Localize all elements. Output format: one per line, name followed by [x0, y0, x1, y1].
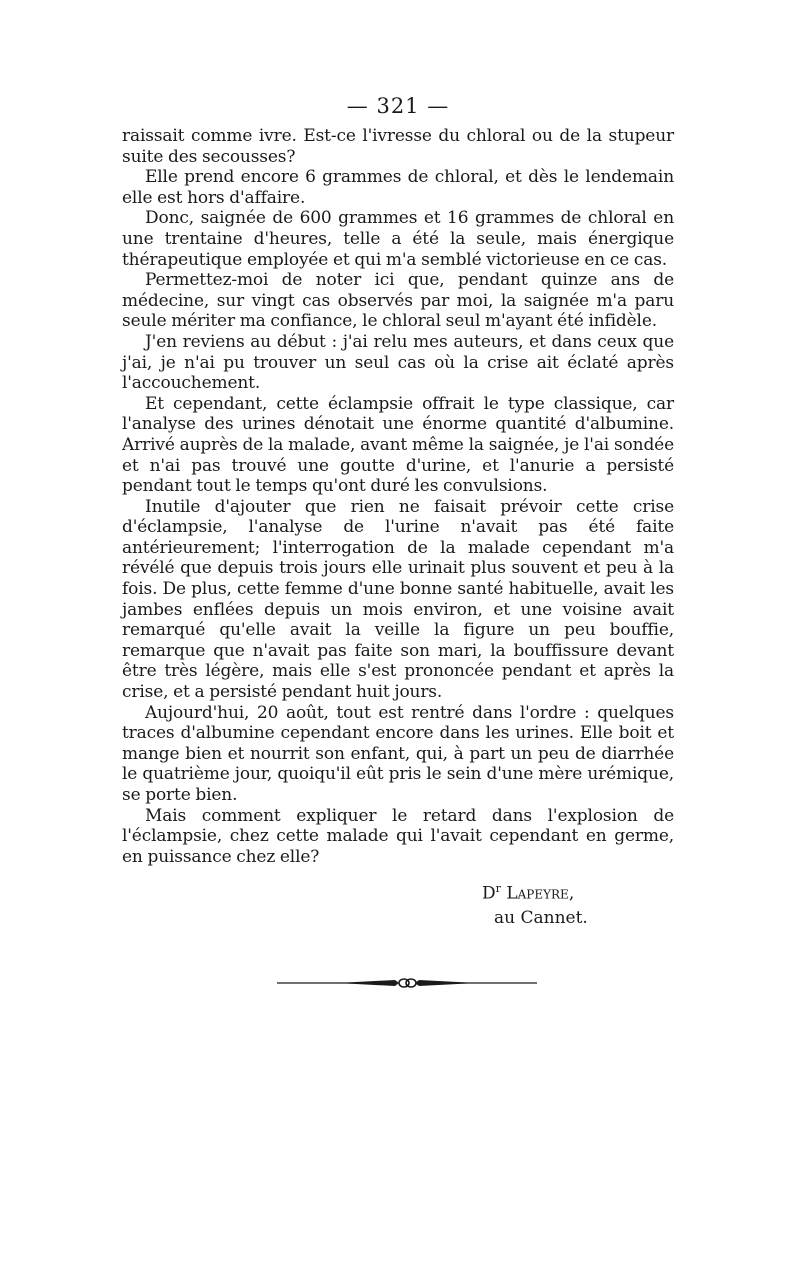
- paragraph-1: raissait comme ivre. Est-ce l'ivresse du chloral ou de la stupeur suite des secousses?: [122, 126, 674, 167]
- paragraph-2: Elle prend encore 6 grammes de chloral, et dès le lendemain elle est hors d'affaire.: [122, 167, 674, 208]
- signature-title-sup: r: [495, 882, 501, 896]
- paragraph-5: J'en reviens au début : j'ai relu mes auteurs, et dans ceux que j'ai, je n'ai pu trouver un seul cas où la crise ait éclaté après l'accouchement.: [122, 331, 674, 394]
- document-page: [122, 92, 674, 930]
- paragraph-9: Mais comment expliquer le retard dans l'explosion de l'éclampsie, chez cette malade qui l'avait cependant en germe, en puissance chez elle?: [122, 805, 674, 867]
- body-text: [122, 126, 674, 867]
- signature: [482, 877, 674, 930]
- paragraph-3: Donc, saignée de 600 grammes et 16 grammes de chloral en une trentaine d'heures, telle a été la seule, mais énergique thérapeutique employée et qui m'a semblé victorieuse en ce cas.: [122, 208, 674, 270]
- signature-surname: Lapeyre,: [506, 884, 575, 905]
- signature-place: au Cannet.: [494, 908, 588, 929]
- paragraph-8: Aujourd'hui, 20 août, tout est rentré dans l'ordre : quelques traces d'albumine cependant encore dans les urines. Elle boit et mange bien et nourrit son enfant, qui, à part un peu de diarrhée le quatrième jour, quoiqu'il eût pris le sein d'une mère urémique, se porte bien.: [122, 702, 674, 805]
- paragraph-7: Inutile d'ajouter que rien ne faisait prévoir cette crise d'éclampsie, l'analyse de l'urine n'avait pas été faite antérieurement; l'interrogation de la malade cependant m'a révélé que depuis trois jours elle urinait plus souvent et peu à la fois. De plus, cette femme d'une bonne santé habituelle, avait les jambes enflées depuis un mois environ, et une voisine avait remarqué qu'elle avait la veille la figure un peu bouffie, remarque que n'avait pas faite son mari, la bouffissure devant être très légère, mais elle s'est prononcée pendant et après la crise, et a persisté pendant huit jours.: [122, 496, 674, 703]
- ornament-divider-icon: [277, 975, 537, 991]
- signature-name: [482, 877, 674, 906]
- paragraph-4: Permettez-moi de noter ici que, pendant quinze ans de médecine, sur vingt cas observés par moi, la saignée m'a paru seule mériter ma confiance, le chloral seul m'ayant été infidèle.: [122, 270, 674, 332]
- paragraph-6: Et cependant, cette éclampsie offrait le type classique, car l'analyse des urines dénotait une énorme quantité d'albumine. Arrivé auprès de la malade, avant même la saignée, je l'ai sondée et n'ai pas trouvé une goutte d'urine, et l'anurie a persisté pendant tout le temps qu'ont duré les convulsions.: [122, 393, 674, 497]
- signature-title: D: [482, 884, 496, 905]
- page-number: — 321 —: [346, 94, 450, 118]
